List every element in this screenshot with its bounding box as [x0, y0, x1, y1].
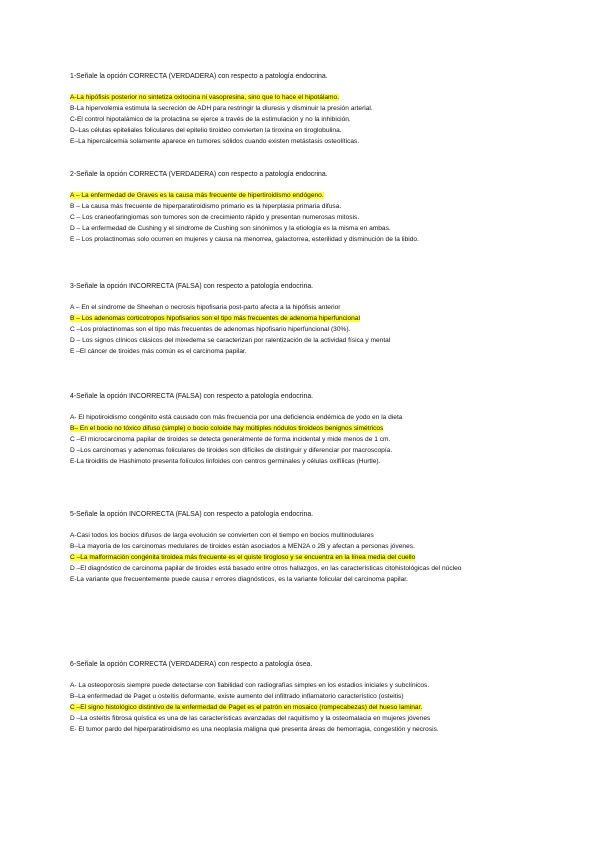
option-d: D –Los carcinomas y adenomas foliculares de tiroides son difíciles de distinguir y diferenciar por macroscopía. [70, 447, 393, 454]
option-b: B-La hipervolemia estimula la secreción de ADH para restringir la diuresis y disminuir la presión arterial. [70, 105, 373, 112]
question-title: 6-Señale la opción CORRECTA (VERDADERA) con respecto a patología ósea. [70, 661, 313, 668]
question-title: 5-Señale la opción INCORRECTA (FALSA) con respecto a patología endocrina. [70, 511, 314, 518]
question-6 [70, 660, 540, 735]
option-c: C –El microcarcinoma papilar de tiroides se detecta generalmente de forma incidental y mide menos de 1 cm. [70, 436, 391, 443]
option-c: C –El signo histológico distintivo de la enfermedad de Paget es el patrón en mosaico (rompecabezas) del hueso laminar. [70, 704, 423, 711]
option-b: B–La mayoría de los carcinomas medulares de tiroides están asociados a MEN2A o 2B y afectan a personas jóvenes. [70, 543, 415, 550]
option-d: D –La osteítis fibrosa quística es una de las características avanzadas del raquitismo y la osteomalacia en mujeres jóvenes [70, 715, 431, 722]
question-4 [70, 392, 540, 467]
option-d: D – Los signos clínicos clásicos del mixedema se caracterizan por ralentización de la actividad física y mental [70, 337, 391, 344]
question-1 [70, 72, 540, 147]
option-e: E-La variante que frecuentemente puede causa r errores diagnósticos, es la variante folicular del carcinoma papilar. [70, 576, 408, 583]
option-e: E –El cáncer de tiroides más común es el carcinoma papilar. [70, 348, 247, 355]
option-e: E – Los prolactinomas solo ocurren en mujeres y causa na menorrea, galactorrea, esterilidad y disminución de la libido. [70, 236, 419, 243]
option-b: B– En el bocio no tóxico difuso (simple) o bocio coloide hay múltiples nódulos tiroideos benignos simétricos [70, 425, 384, 432]
question-5 [70, 510, 540, 585]
option-c: C –Los prolactinomas son el tipo más frecuentes de adenomas hipofisario hiperfuncional (30%). [70, 326, 351, 333]
question-title: 1-Señale la opción CORRECTA (VERDADERA) con respecto a patología endocrina. [70, 73, 328, 80]
question-3 [70, 282, 540, 357]
option-c: C-El control hipotalámico de la prolactina se ejerce a través de la estimulación y no la inhibición. [70, 116, 351, 123]
option-d: D –El diagnóstico de carcinoma papilar de tiroides está basado entre otros hallazgos, en las características citohistológicas del núcleo [70, 565, 462, 572]
option-e: E- El tumor pardo del hiperparatiroidismo es una neoplasia maligna que presenta áreas de hemorragia, congestión y necrosis. [70, 726, 439, 733]
option-a: A- El hipotiroidismo congénito está causado con más frecuencia por una deficiencia endémica de yodo en la dieta [70, 414, 403, 421]
option-a: A-La hipófisis posterior no sintetiza oxitocina ni vasopresina, sino que lo hace el hipotálamo. [70, 94, 340, 101]
option-e: E-La tiroiditis de Hashimoto presenta folículos linfoides con centros germinales y células oxifílicas (Hurtle). [70, 458, 381, 465]
option-d: D–Las células epiteliales foliculares del epitelio tiroideo convierten la tiroxina en tiroglobulina. [70, 127, 342, 134]
question-title: 3-Señale la opción INCORRECTA (FALSA) con respecto a patología endocrina. [70, 283, 314, 290]
option-c: C – Los craneofaringiomas son tumores son de crecimiento rápido y presentan numerosas mitosis. [70, 214, 360, 221]
option-b: B–La enfermedad de Paget u osteítis deformante, existe aumento del infiltrado inflamatorio característico (osteitis) [70, 693, 404, 700]
question-2 [70, 170, 540, 245]
option-a: A – La enfermedad de Graves es la causa más frecuente de hipertiroidismo endógeno. [70, 192, 324, 199]
option-a: A-Casi todos los bocios difusos de larga evolución se convierten con el tiempo en bocios multinodulares [70, 532, 374, 539]
question-title: 2-Señale la opción CORRECTA (VERDADERA) con respecto a patología endocrina. [70, 171, 328, 178]
option-b: B – La causa más frecuente de hiperparatiroidismo primario es la hiperplasia primaria difusa. [70, 203, 342, 210]
option-a: A- La osteoporosis siempre puede detectarse con fiabilidad con radiografías simples en los estadios iniciales y subclínicos. [70, 682, 430, 689]
option-e: E–La hipercalcemia solamente aparece en tumores sólidos cuando existen metástasis osteolíticas. [70, 138, 360, 145]
option-b: B – Los adenomas corticotropos hipofisarios son el tipo más frecuentes de adenoma hiperfuncional [70, 315, 360, 322]
question-title: 4-Señale la opción INCORRECTA (FALSA) con respecto a patología endocrina. [70, 393, 314, 400]
option-c: C –La malformación congénita tiroidea más frecuente es el quiste tirogloso y se encuentra en la línea media del cuello [70, 554, 416, 561]
option-d: D – La enfermedad de Cushing y el síndrome de Cushing son sinónimos y la etiología es la misma en ambas. [70, 225, 391, 232]
option-a: A – En el síndrome de Sheehan o necrosis hipofisaria post-parto afecta a la hipófisis anterior [70, 304, 341, 311]
